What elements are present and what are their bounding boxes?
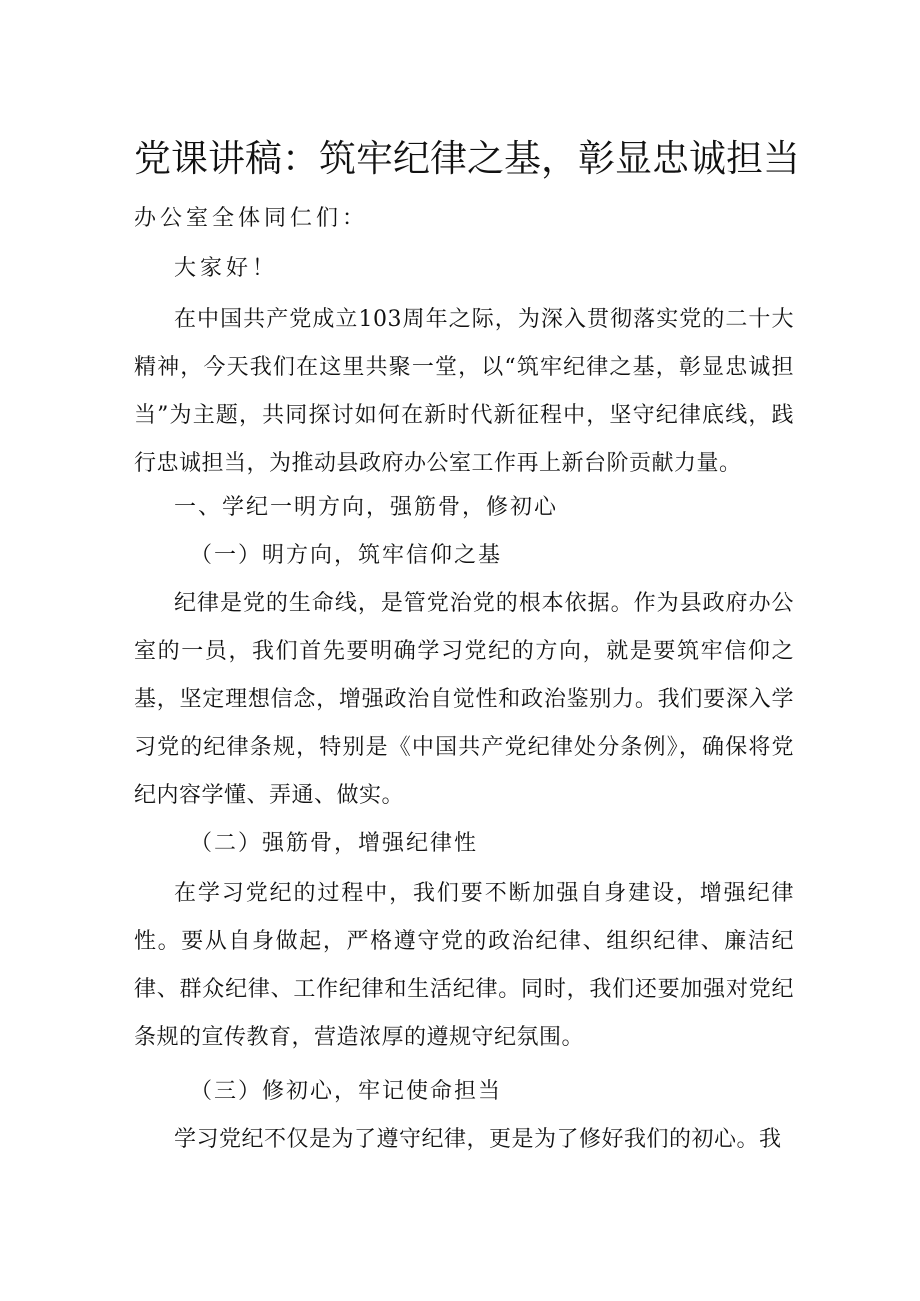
- subsection-3-paragraph: 学习党纪不仅是为了遵守纪律，更是为了修好我们的初心。我: [174, 1127, 782, 1152]
- subsection-2-paragraph: 在学习党纪的过程中，我们要不断加强自身建设，增强纪律性。要从自身做起，严格遵守党的政治纪律、组织纪律、廉洁纪律、群众纪律、工作纪律和生活纪律。同时，我们还要加强对党纪条规的宣传教育，营造浓厚的遵规守纪氛围。: [134, 881, 794, 1050]
- salutation: 办公室全体同仁们：: [134, 206, 369, 231]
- subsection-1-heading: （一）明方向，筑牢信仰之基: [190, 543, 503, 568]
- section-1-heading: 一、学纪一明方向，强筋骨，修初心: [174, 495, 559, 520]
- greeting: 大家好！: [174, 256, 279, 281]
- subsection-1-paragraph: 纪律是党的生命线，是管党治党的根本依据。作为县政府办公室的一员，我们首先要明确学习党纪的方向，就是要筑牢信仰之基，坚定理想信念，增强政治自觉性和政治鉴别力。我们要深入学习党的纪律条规，特别是《中国共产党纪律处分条例》，确保将党纪内容学懂、弄通、做实。: [134, 591, 794, 808]
- page-title: 党课讲稿：筑牢纪律之基，彰显忠诚担当: [134, 137, 800, 180]
- subsection-2-heading: （二）强筋骨，增强纪律性: [190, 831, 479, 856]
- subsection-3-heading: （三）修初心，牢记使命担当: [190, 1079, 503, 1104]
- intro-paragraph: 在中国共产党成立103周年之际，为深入贯彻落实党的二十大精神，今天我们在这里共聚一堂，以“筑牢纪律之基，彰显忠诚担当”为主题，共同探讨如何在新时代新征程中，坚守纪律底线，践行忠诚担当，为推动县政府办公室工作再上新台阶贡献力量。: [134, 307, 794, 476]
